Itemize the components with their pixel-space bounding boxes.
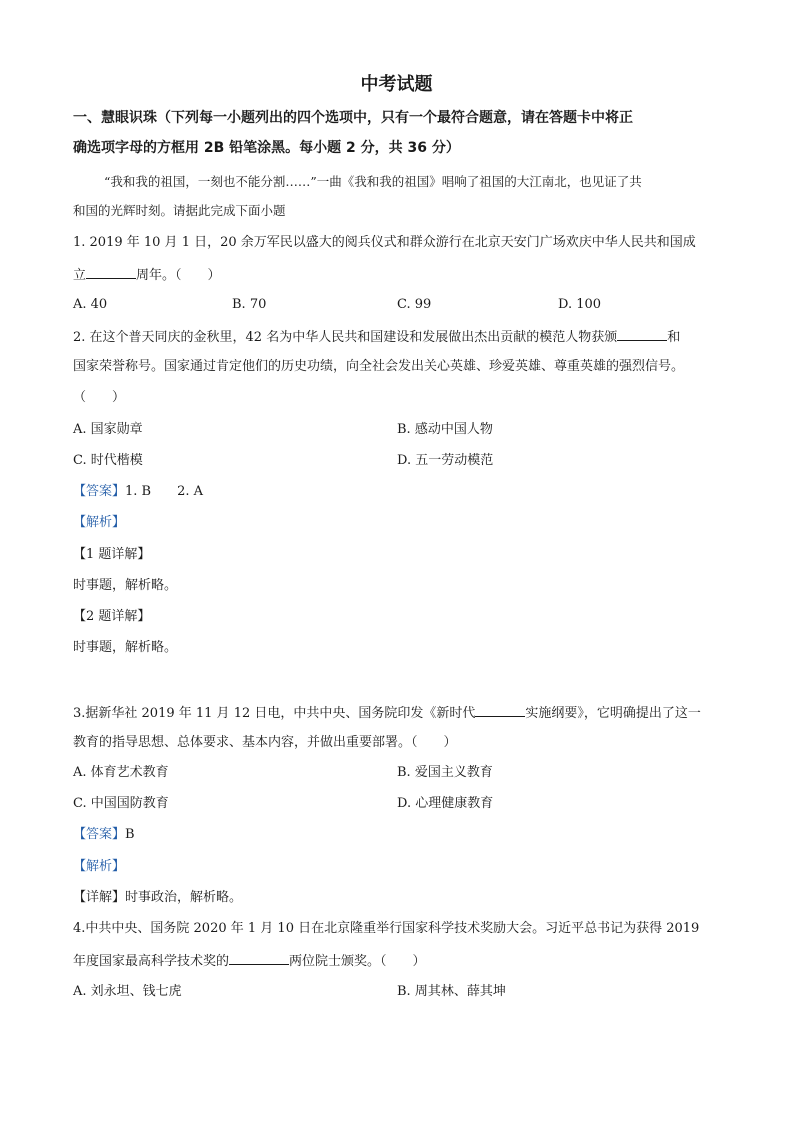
analysis-label: 【解析】 — [73, 859, 126, 874]
detail-2-text: 时事题，解析略。 — [73, 640, 178, 655]
question-1-option-c: C. 99 — [397, 297, 432, 312]
question-3-option-d: D. 心理健康教育 — [397, 796, 494, 811]
question-3-text-pre: 3.据新华社 2019 年 11 月 12 日电，中共中央、国务院印发《新时代 — [73, 706, 476, 721]
question-2-option-c: C. 时代楷模 — [73, 453, 143, 468]
question-3-option-a: A. 体育艺术教育 — [73, 765, 169, 780]
question-1-option-d: D. 100 — [558, 297, 602, 312]
question-1-option-a: A. 40 — [73, 297, 108, 312]
question-4-option-a: A. 刘永坦、钱七虎 — [73, 984, 182, 999]
question-2-text-pre: 2. 在这个普天同庆的金秋里，42 名为中华人民共和国建设和发展做出杰出贡献的模范人物获颁 — [73, 330, 618, 345]
question-3-line-2: 教育的指导思想、总体要求、基本内容，并做出重要部署。（ ） — [73, 735, 457, 750]
passage-line-1: “我和我的祖国，一刻也不能分割……”一曲《我和我的祖国》唱响了祖国的大江南北，也见证了共 — [104, 174, 642, 189]
question-1-text-post: 周年。（ ） — [136, 268, 221, 283]
detail-2-label: 【2 题详解】 — [73, 609, 151, 624]
answer-value: B — [125, 827, 135, 842]
question-3-option-b: B. 爱国主义教育 — [397, 765, 493, 780]
question-2-option-d: D. 五一劳动模范 — [397, 453, 494, 468]
section-heading-line-1: 一、慧眼识珠（下列每一小题列出的四个选项中，只有一个最符合题意，请在答题卡中将正 — [73, 110, 633, 126]
analysis-label: 【解析】 — [73, 515, 126, 530]
page-title: 中考试题 — [360, 74, 433, 95]
answer-label: 【答案】 — [73, 827, 126, 842]
question-3-line-1 — [73, 702, 721, 724]
answer-blank — [617, 326, 667, 341]
question-3-option-c: C. 中国国防教育 — [73, 796, 169, 811]
question-4-line-2 — [73, 950, 721, 972]
question-1-option-b: B. 70 — [232, 297, 267, 312]
question-2-text-post: 和 — [667, 330, 681, 345]
question-4-text-post: 两位院士颁奖。（ ） — [289, 954, 426, 969]
detail-1-label: 【1 题详解】 — [73, 547, 151, 562]
detail-1-text: 时事题，解析略。 — [73, 578, 178, 593]
question-1-line-1: 1. 2019 年 10 月 1 日，20 余万军民以盛大的阅兵仪式和群众游行在北京天安门广场欢庆中华人民共和国成 — [73, 235, 696, 250]
question-2-line-2: 国家荣誉称号。国家通过肯定他们的历史功绩，向全社会发出关心英雄、珍爱英雄、尊重英雄的强烈信号。 — [73, 359, 685, 374]
detail-3-text: 【详解】时事政治，解析略。 — [73, 890, 243, 905]
section-heading-line-2: 确选项字母的方框用 2B 铅笔涂黑。每小题 2 分，共 36 分） — [73, 140, 460, 156]
question-2-option-b: B. 感动中国人物 — [397, 422, 493, 437]
answer-line-1-2 — [73, 482, 721, 502]
question-4-option-b: B. 周其林、薛其坤 — [397, 984, 506, 999]
question-2-option-a: A. 国家勋章 — [73, 422, 143, 437]
answer-blank — [86, 264, 136, 279]
answer-blank — [475, 702, 525, 717]
question-4-line-1: 4.中共中央、国务院 2020 年 1 月 10 日在北京隆重举行国家科学技术奖励大会。习近平总书记为获得 2019 — [73, 921, 700, 936]
question-2-line-1 — [73, 326, 721, 348]
question-3-text-post: 实施纲要》，它明确提出了这一 — [525, 706, 701, 721]
question-1-line-2 — [73, 264, 721, 286]
question-1-text-pre: 立 — [73, 268, 87, 283]
answer-blank — [229, 950, 289, 965]
question-2-line-3: （ ） — [73, 390, 126, 405]
passage-line-2: 和国的光辉时刻。请据此完成下面小题 — [73, 203, 286, 218]
answer-line-3 — [73, 825, 721, 845]
question-4-text-pre: 年度国家最高科学技术奖的 — [73, 954, 230, 969]
answer-label: 【答案】 — [73, 484, 126, 499]
answer-value: 1. B 2. A — [125, 484, 204, 499]
